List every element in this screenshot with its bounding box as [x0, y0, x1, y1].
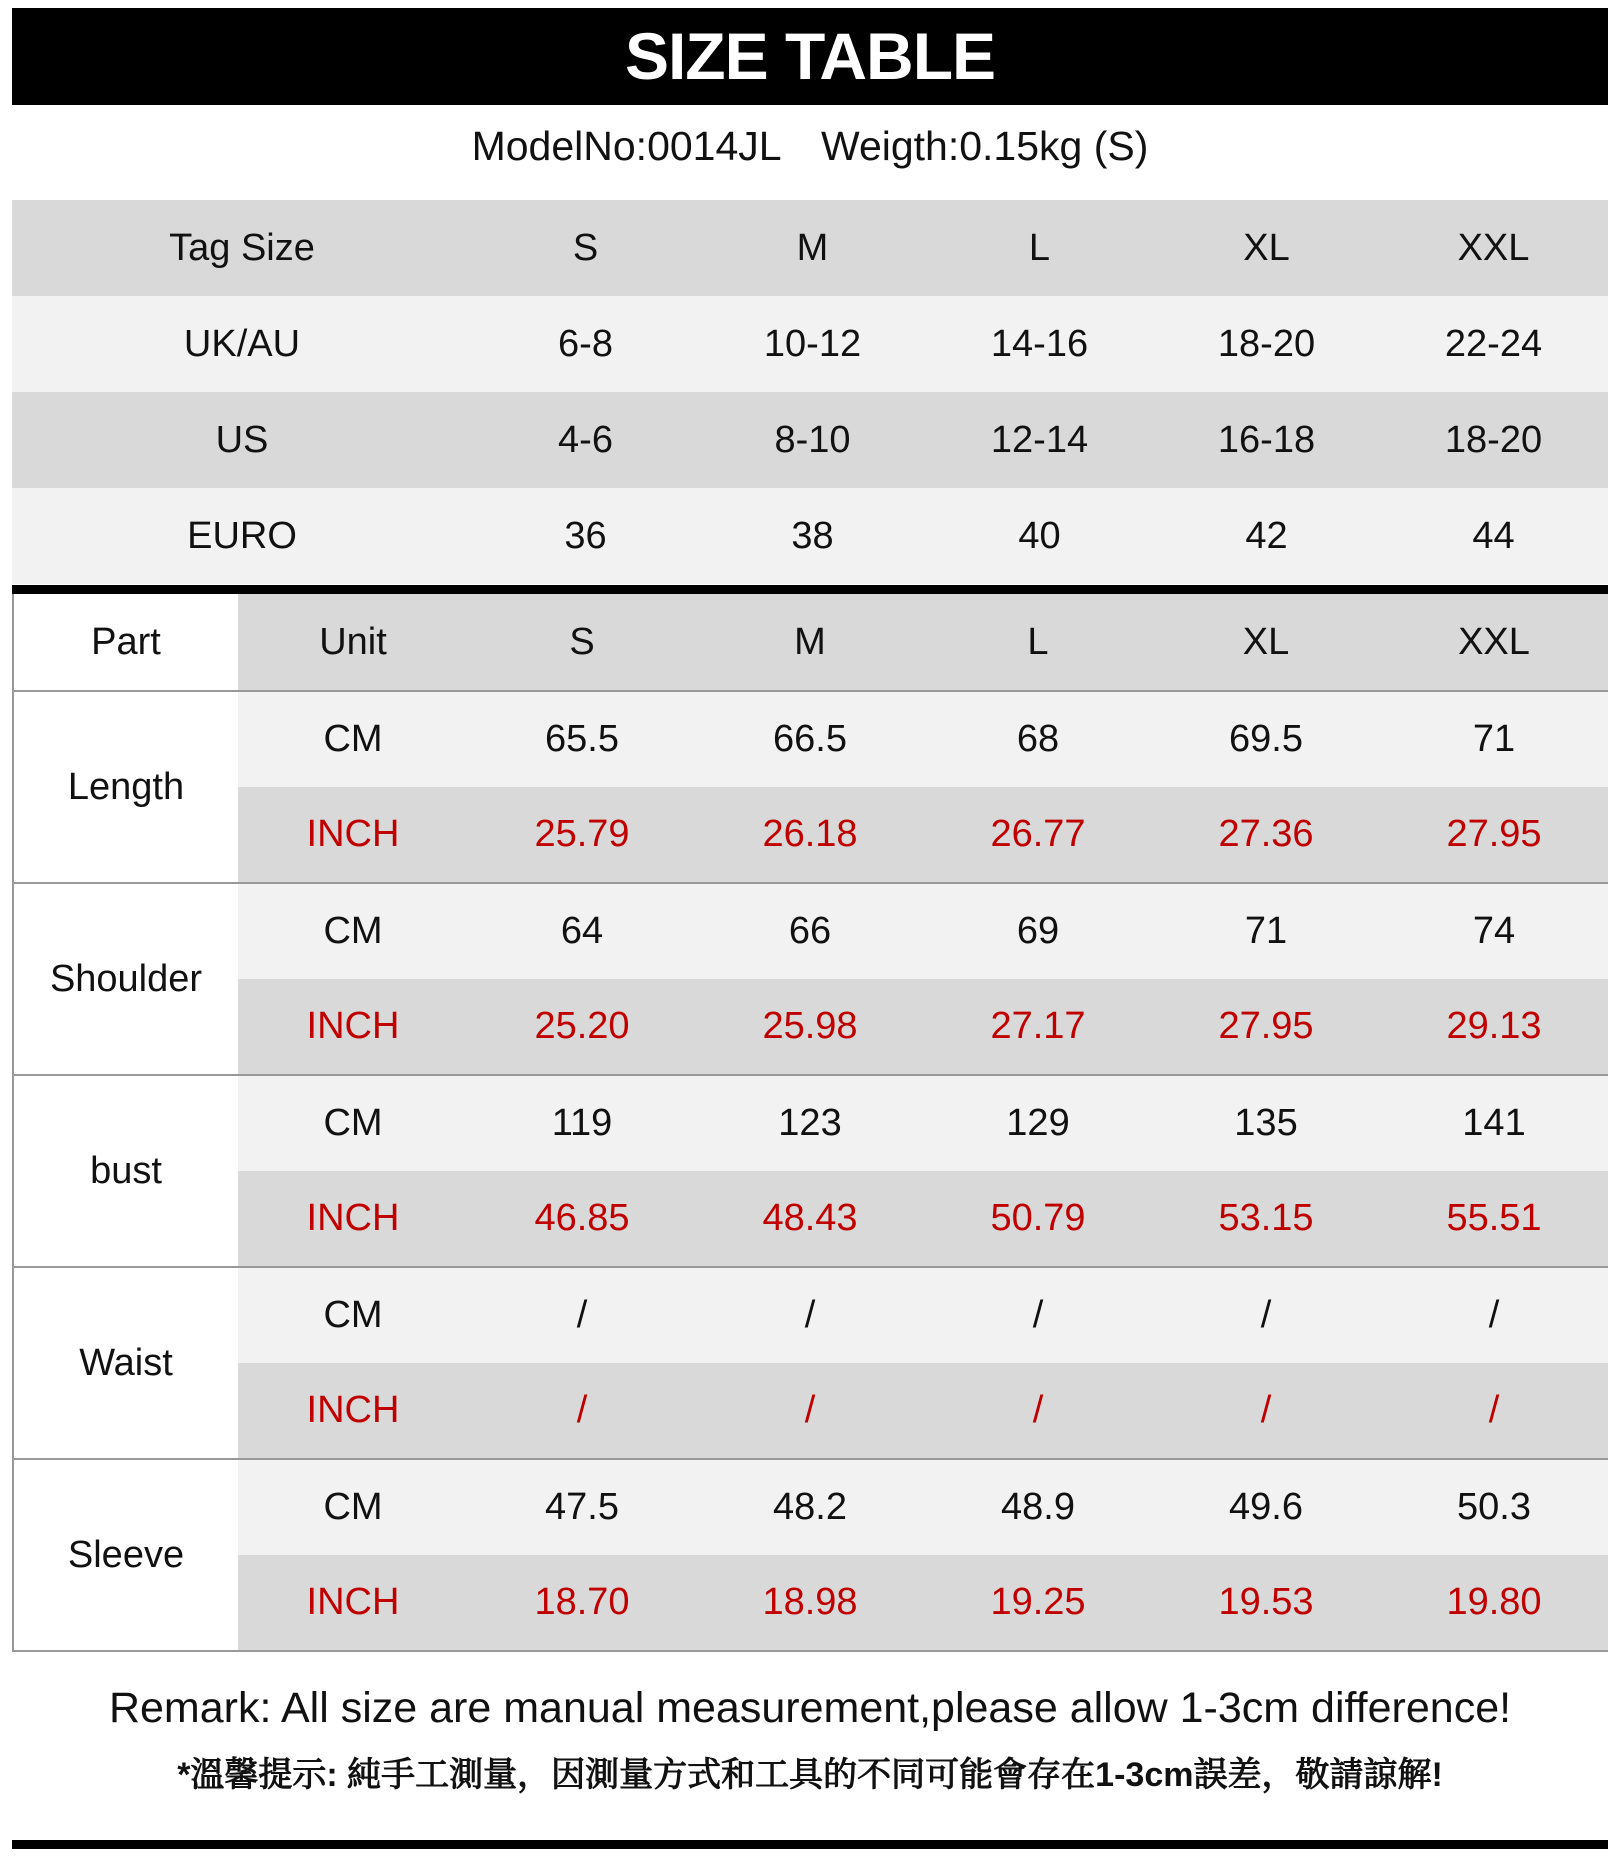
- value-cell: 26.18: [762, 813, 858, 855]
- part-label: bust: [12, 1076, 238, 1266]
- unit-label: CM: [323, 1486, 383, 1528]
- value-cell: 49.6: [1229, 1486, 1303, 1528]
- value-cell: 71: [1472, 718, 1516, 760]
- value-cell: 19.80: [1446, 1581, 1542, 1623]
- size-cell: 18-20: [1217, 322, 1316, 365]
- value-cell: 119: [551, 1102, 613, 1144]
- size-header: M: [794, 620, 826, 663]
- size-cell: 12-14: [990, 418, 1089, 461]
- value-cell: /: [1488, 1294, 1500, 1336]
- unit-label: INCH: [306, 813, 400, 855]
- value-cell: 27.36: [1218, 813, 1314, 855]
- table-row: [12, 488, 1608, 584]
- value-cell: /: [1032, 1389, 1044, 1431]
- size-cell: 8-10: [774, 418, 851, 461]
- inch-row: [238, 979, 1608, 1074]
- value-cell: 48.2: [773, 1486, 847, 1528]
- value-cell: 65.5: [545, 718, 619, 760]
- unit-label: INCH: [306, 1389, 400, 1431]
- value-cell: 46.85: [534, 1197, 630, 1239]
- size-cell: 42: [1245, 514, 1288, 557]
- part-label: Waist: [12, 1268, 238, 1458]
- size-cell: 38: [791, 514, 834, 557]
- value-cell: 64: [560, 910, 604, 952]
- value-cell: 27.95: [1446, 813, 1542, 855]
- table-row: [12, 392, 1608, 488]
- model-number: ModelNo:0014JL: [471, 123, 782, 169]
- model-info: [0, 120, 1620, 172]
- value-cell: 69.5: [1229, 718, 1303, 760]
- inch-row: [238, 1363, 1608, 1458]
- value-cell: /: [804, 1389, 816, 1431]
- size-header: L: [1027, 620, 1049, 663]
- row-label: EURO: [187, 514, 297, 557]
- unit-label: CM: [323, 718, 383, 760]
- size-header: XXL: [1458, 620, 1530, 663]
- size-cell: L: [1028, 226, 1051, 269]
- divider: [12, 1840, 1608, 1849]
- value-cell: 74: [1472, 910, 1516, 952]
- row-label: UK/AU: [183, 322, 301, 365]
- cm-row: [238, 1460, 1608, 1555]
- measure-group-length: [12, 692, 1608, 884]
- part-label: Shoulder: [12, 884, 238, 1074]
- measure-group-waist: [12, 1268, 1608, 1460]
- value-cell: 25.98: [762, 1005, 858, 1047]
- measure-rows: [238, 1460, 1608, 1650]
- value-cell: 55.51: [1446, 1197, 1542, 1239]
- table-header: [12, 594, 1608, 692]
- value-cell: 135: [1234, 1102, 1298, 1144]
- value-cell: 71: [1244, 910, 1288, 952]
- size-cell: M: [796, 226, 829, 269]
- divider: [12, 585, 1608, 594]
- value-cell: /: [1032, 1294, 1044, 1336]
- remark-text: Remark: All size are manual measurement,please allow 1-3cm difference!: [108, 1684, 1512, 1732]
- size-cell: 44: [1472, 514, 1515, 557]
- size-cell: 4-6: [558, 418, 613, 461]
- row-label: Tag Size: [169, 226, 315, 269]
- size-cell: XXL: [1457, 226, 1530, 269]
- value-cell: 68: [1016, 718, 1060, 760]
- size-cell: 36: [564, 514, 607, 557]
- value-cell: 26.77: [990, 813, 1086, 855]
- value-cell: 27.17: [990, 1005, 1086, 1047]
- value-cell: 48.9: [1001, 1486, 1075, 1528]
- table-row: [12, 200, 1608, 296]
- size-cell: 14-16: [990, 322, 1089, 365]
- row-label: US: [215, 418, 269, 461]
- cm-row: [238, 692, 1608, 787]
- value-cell: 66: [788, 910, 832, 952]
- value-cell: /: [804, 1294, 816, 1336]
- size-cell: 22-24: [1444, 322, 1543, 365]
- size-header: S: [569, 620, 595, 663]
- value-cell: 47.5: [545, 1486, 619, 1528]
- value-cell: 69: [1016, 910, 1060, 952]
- measure-rows: [238, 1268, 1608, 1458]
- part-label: Sleeve: [12, 1460, 238, 1650]
- measure-rows: [238, 1076, 1608, 1266]
- unit-label: CM: [323, 910, 383, 952]
- value-cell: 25.79: [534, 813, 630, 855]
- value-cell: 66.5: [773, 718, 847, 760]
- value-cell: 19.53: [1218, 1581, 1314, 1623]
- size-header: XL: [1242, 620, 1290, 663]
- unit-label: CM: [323, 1294, 383, 1336]
- inch-row: [238, 1555, 1608, 1650]
- value-cell: 48.43: [762, 1197, 858, 1239]
- measurement-table: [12, 594, 1608, 1650]
- table-row: [12, 296, 1608, 392]
- value-cell: 123: [778, 1102, 842, 1144]
- cm-row: [238, 1268, 1608, 1363]
- unit-label: CM: [323, 1102, 383, 1144]
- page-title: SIZE TABLE: [624, 19, 996, 93]
- value-cell: 50.3: [1457, 1486, 1531, 1528]
- measure-group-bust: [12, 1076, 1608, 1268]
- unit-label: INCH: [306, 1005, 400, 1047]
- measure-rows: [238, 884, 1608, 1074]
- measure-group-sleeve: [12, 1460, 1608, 1652]
- value-cell: 27.95: [1218, 1005, 1314, 1047]
- value-cell: 50.79: [990, 1197, 1086, 1239]
- inch-row: [238, 787, 1608, 882]
- value-cell: /: [576, 1389, 588, 1431]
- size-conversion-table: [12, 200, 1608, 584]
- value-cell: /: [1260, 1389, 1272, 1431]
- value-cell: 25.20: [534, 1005, 630, 1047]
- part-header: Part: [12, 594, 238, 690]
- value-cell: 129: [1006, 1102, 1070, 1144]
- size-cell: XL: [1243, 226, 1290, 269]
- unit-header: Unit: [319, 620, 387, 663]
- value-cell: 18.70: [534, 1581, 630, 1623]
- remark-text-chinese: *溫馨提示: 純手工測量，因測量方式和工具的不同可能會存在1-3cm誤差，敬請諒解!: [177, 1756, 1443, 1794]
- value-cell: 18.98: [762, 1581, 858, 1623]
- size-cell: 40: [1018, 514, 1061, 557]
- value-cell: /: [1488, 1389, 1500, 1431]
- weight: Weigth:0.15kg (S): [820, 123, 1149, 169]
- value-cell: 53.15: [1218, 1197, 1314, 1239]
- value-cell: 141: [1462, 1102, 1526, 1144]
- part-label: Length: [12, 692, 238, 882]
- header-cells: [238, 594, 1608, 690]
- unit-label: INCH: [306, 1581, 400, 1623]
- value-cell: /: [576, 1294, 588, 1336]
- value-cell: /: [1260, 1294, 1272, 1336]
- size-cell: S: [572, 226, 599, 269]
- value-cell: 29.13: [1446, 1005, 1542, 1047]
- size-cell: 16-18: [1217, 418, 1316, 461]
- title-bar: [12, 8, 1608, 105]
- measure-group-shoulder: [12, 884, 1608, 1076]
- size-cell: 10-12: [763, 322, 862, 365]
- unit-label: INCH: [306, 1197, 400, 1239]
- measure-rows: [238, 692, 1608, 882]
- value-cell: 19.25: [990, 1581, 1086, 1623]
- cm-row: [238, 884, 1608, 979]
- size-cell: 6-8: [558, 322, 613, 365]
- cm-row: [238, 1076, 1608, 1171]
- size-cell: 18-20: [1444, 418, 1543, 461]
- inch-row: [238, 1171, 1608, 1266]
